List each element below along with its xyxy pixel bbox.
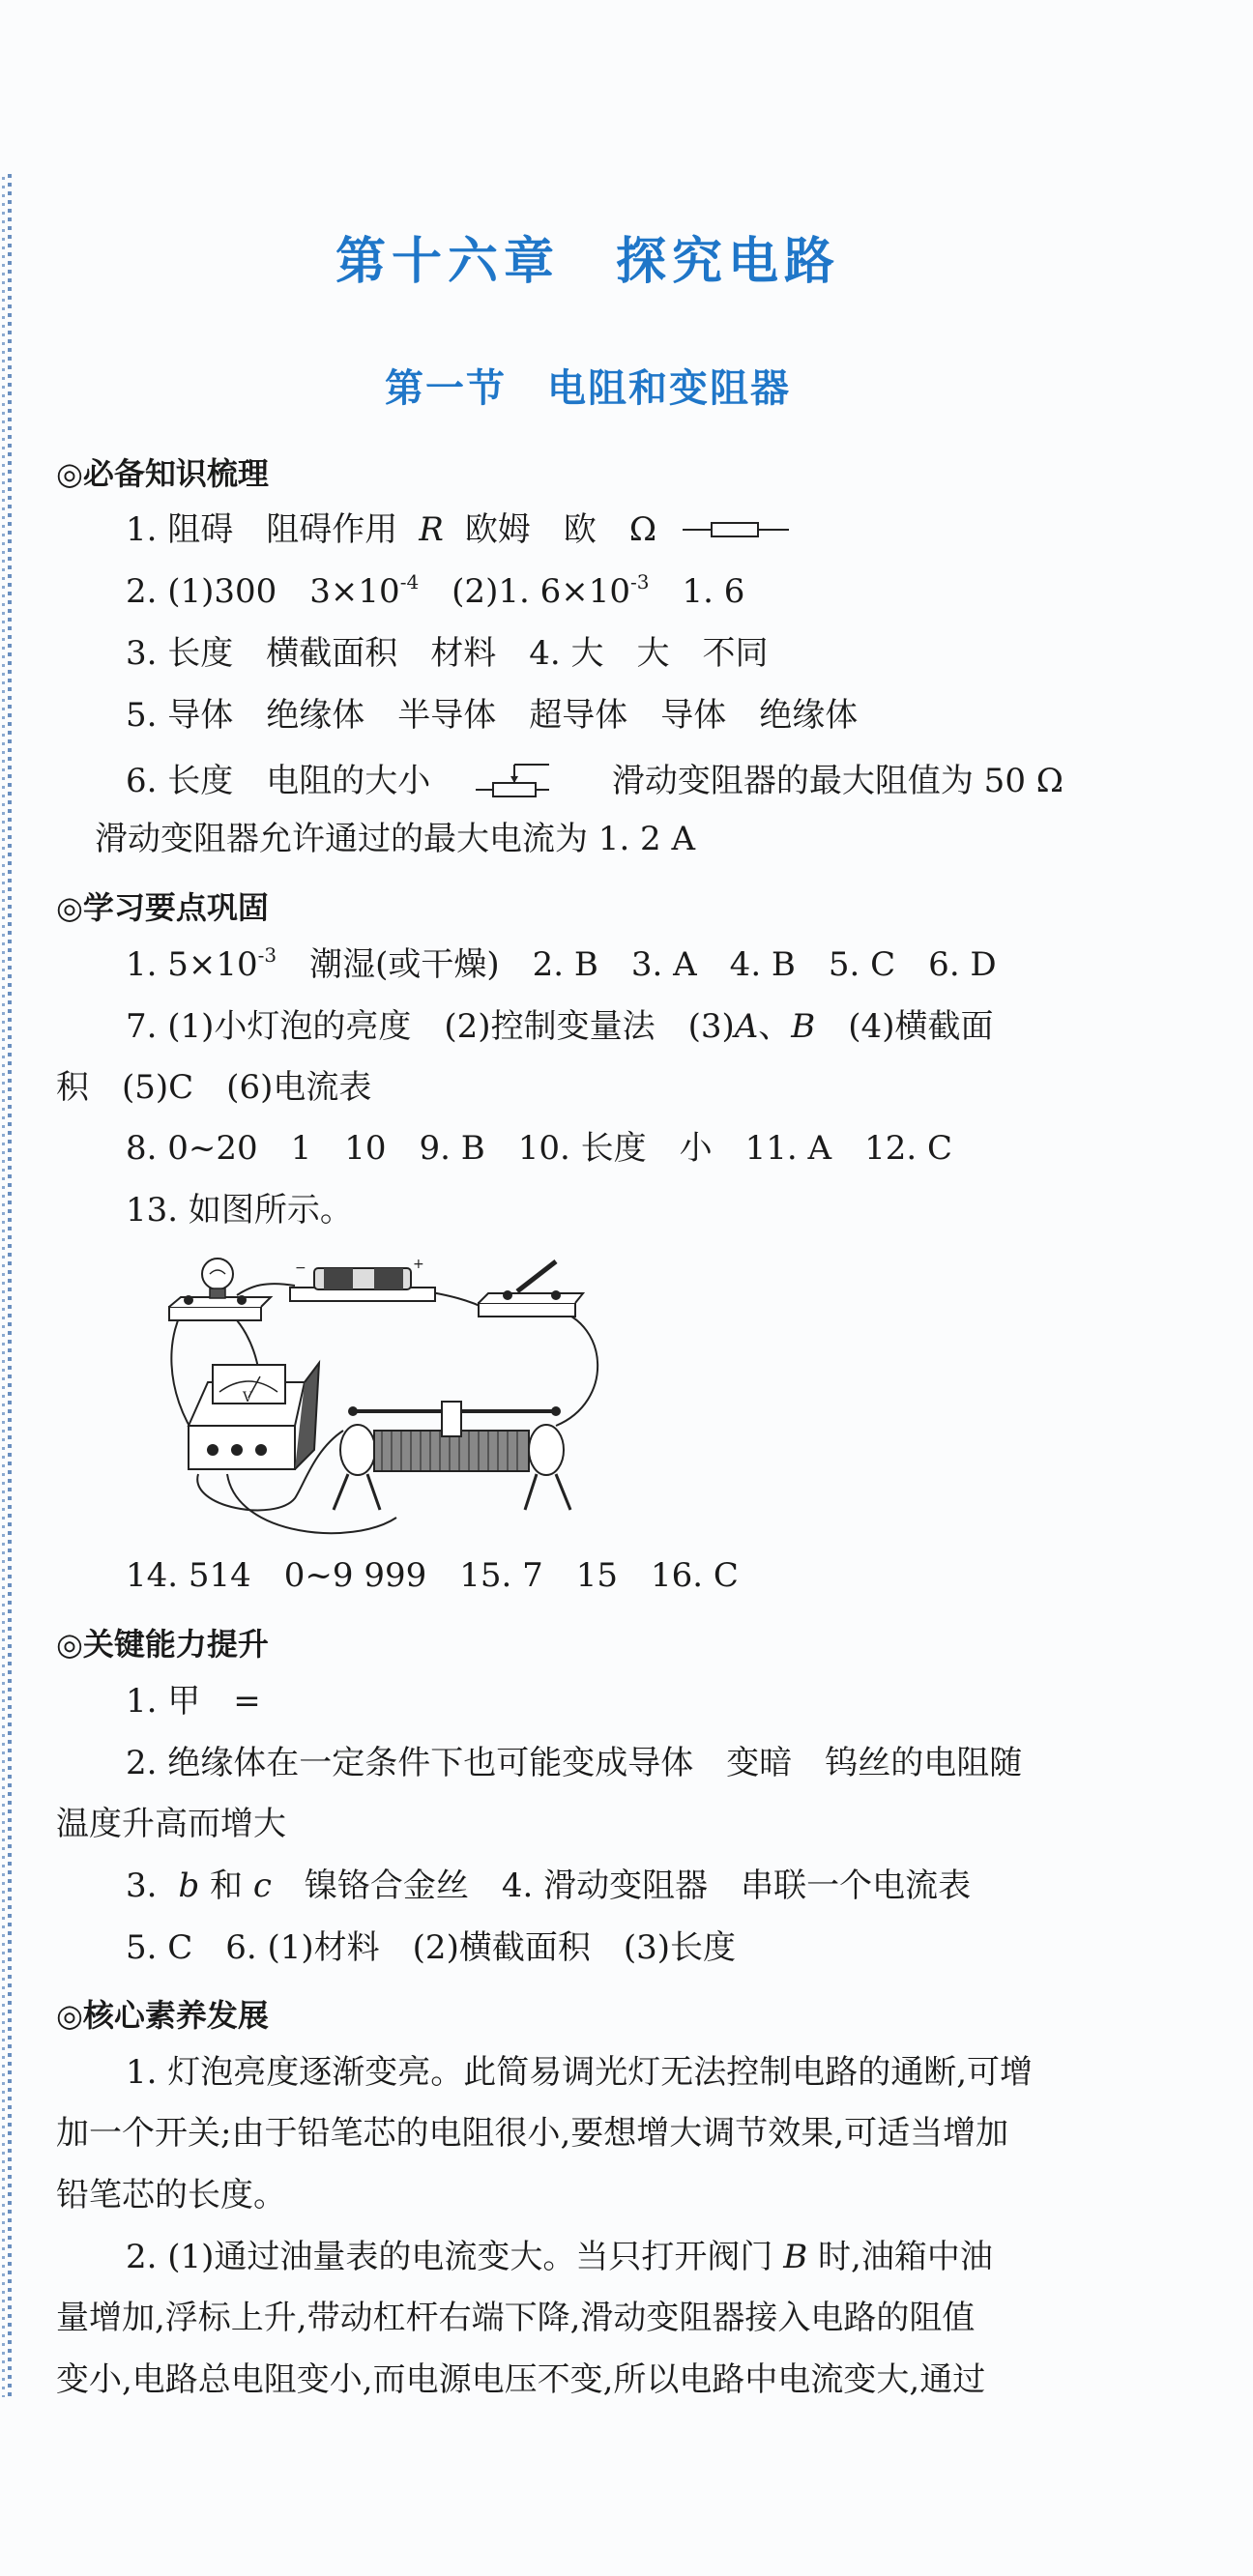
battery-minus-label: −	[295, 1260, 306, 1276]
answer-line-2: 2. (1)300 $3\times 10^{-4}$ (2)1. $6\times 10^{-3}$ 1. 6	[126, 570, 745, 611]
section-heading-review: ◎学习要点巩固	[56, 889, 269, 926]
lamp-icon	[169, 1259, 271, 1320]
rheostat-icon	[334, 1402, 570, 1510]
literacy-line-1: 1. 灯泡亮度逐渐变亮。此简易调光灯无法控制电路的通断,可增	[126, 2053, 1034, 2092]
literacy-line-4: 2. (1)通过油量表的电流变大。当只打开阀门 B 时,油箱中油	[126, 2238, 993, 2276]
answer-line-6: 滑动变阻器允许通过的最大电流为 1. 2 A	[95, 820, 696, 858]
ability-line-4: 3. b 和 c 镍铬合金丝 4. 滑动变阻器 串联一个电流表	[126, 1867, 972, 1905]
review-line-6: 14. 514 0~9 999 15. 7 15 16. C	[126, 1556, 739, 1595]
review-line-2: 7. (1)小灯泡的亮度 (2)控制变量法 (3)A、B (4)横截面	[126, 1007, 994, 1046]
answer-line-3: 3. 长度 横截面积 材料 4. 大 大 不同	[126, 634, 769, 673]
answer-line-1: 1. 阻碍 阻碍作用 R 欧姆 欧 Ω	[126, 510, 789, 549]
literacy-line-2: 加一个开关;由于铅笔芯的电阻很小,要想增大调节效果,可适当增加	[56, 2114, 1009, 2153]
answer-line-5: 6. 长度 电阻的大小 滑动变阻器的最大阻值为 50 Ω	[126, 759, 1064, 801]
section-heading-literacy: ◎核心素养发展	[56, 1997, 269, 2034]
battery-plus-label: +	[413, 1257, 424, 1272]
review-line-5: 13. 如图所示。	[126, 1191, 353, 1230]
chapter-title: 第十六章 探究电路	[335, 233, 840, 291]
battery-icon	[290, 1257, 435, 1301]
ability-line-1: 1. 甲 =	[126, 1682, 261, 1721]
section-heading-knowledge: ◎必备知识梳理	[56, 455, 269, 492]
ability-line-3: 温度升高而增大	[56, 1805, 286, 1843]
literacy-line-6: 变小,电路总电阻变小,而电源电压不变,所以电路中电流变大,通过	[56, 2360, 986, 2399]
section-heading-ability: ◎关键能力提升	[56, 1626, 269, 1663]
ability-line-5: 5. C 6. (1)材料 (2)横截面积 (3)长度	[126, 1928, 736, 1967]
switch-icon	[479, 1261, 583, 1317]
binding-edge-inner	[2, 174, 5, 2397]
section-title: 第一节 电阻和变阻器	[385, 365, 791, 411]
voltmeter-letter: V	[243, 1390, 253, 1405]
resistor-symbol-icon	[683, 515, 789, 544]
review-line-1: 1. $5\times 10^{-3}$ 潮湿(或干燥) 2. B 3. A 4. B 5. C 6. D	[126, 943, 997, 984]
circuit-diagram	[160, 1257, 624, 1547]
literacy-line-3: 铅笔芯的长度。	[56, 2176, 286, 2214]
voltmeter-icon	[189, 1363, 319, 1469]
answer-line-4: 5. 导体 绝缘体 半导体 超导体 导体 绝缘体	[126, 696, 859, 735]
rheostat-symbol-icon	[476, 759, 563, 801]
literacy-line-5: 量增加,浮标上升,带动杠杆右端下降,滑动变阻器接入电路的阻值	[56, 2299, 976, 2337]
binding-edge	[8, 174, 12, 2397]
ability-line-2: 2. 绝缘体在一定条件下也可能变成导体 变暗 钨丝的电阻随	[126, 1744, 1023, 1782]
review-line-4: 8. 0~20 1 10 9. B 10. 长度 小 11. A 12. C	[126, 1129, 952, 1168]
review-line-3: 积 (5)C (6)电流表	[56, 1068, 372, 1107]
